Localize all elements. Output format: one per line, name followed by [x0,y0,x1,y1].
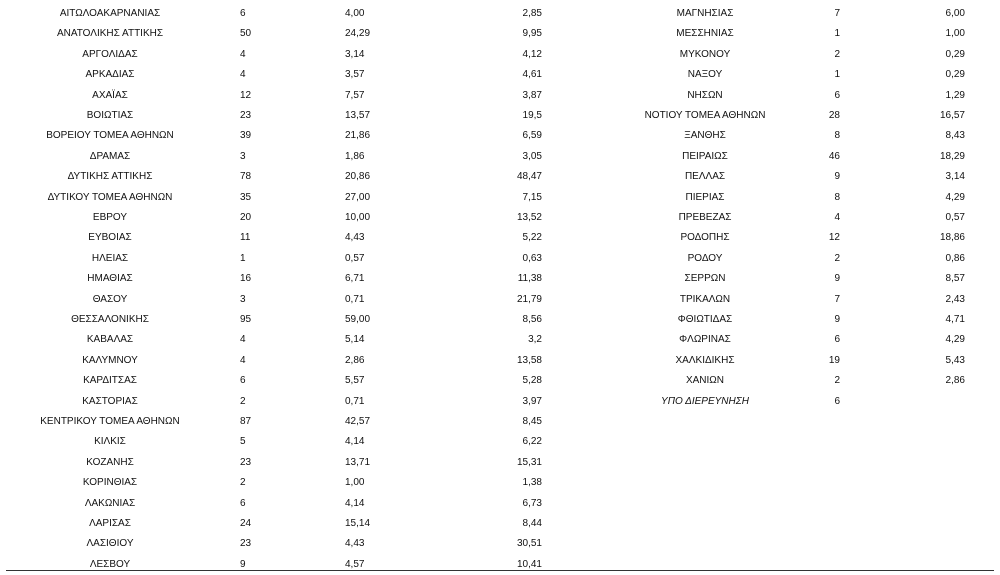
table-row [0,351,1000,371]
daily-average: 5,57 [345,375,365,387]
case-count: 7 [834,8,840,19]
region-name: ΒΟΡΕΙΟΥ ΤΟΜΕΑ ΑΘΗΝΩΝ [46,130,174,142]
incidence-value: 4,61 [522,69,542,81]
incidence-value: 6,59 [522,130,542,142]
region-name: ΒΟΙΩΤΙΑΣ [86,110,134,121]
region-name: ΛΕΣΒΟΥ [89,558,131,570]
case-count: 7 [834,293,840,305]
table-row [0,494,1000,514]
daily-average: 6,00 [945,8,965,19]
table-row [0,473,1000,493]
case-count: 3 [240,150,246,162]
region-name: ΦΛΩΡΙΝΑΣ [679,334,731,346]
case-count: 9 [240,558,246,570]
case-count: 11 [240,232,251,244]
daily-average: 1,00 [345,477,365,489]
case-count: 6 [834,334,840,346]
region-name: ΔΥΤΙΚΟΥ ΤΟΜΕΑ ΑΘΗΝΩΝ [47,191,173,203]
region-name: ΑΡΚΑΔΙΑΣ [85,69,135,81]
daily-average: 8,57 [945,273,965,285]
region-name: ΛΑΡΙΣΑΣ [89,518,131,529]
daily-average: 7,57 [345,89,365,101]
case-count: 6 [834,89,840,101]
incidence-value: 10,41 [516,558,542,570]
daily-average: 59,00 [345,314,371,325]
region-name: ΔΥΤΙΚΗΣ ΑΤΤΙΚΗΣ [67,171,153,183]
daily-average: 4,14 [345,497,365,509]
daily-average: 10,00 [345,212,371,223]
daily-average: 4,14 [345,436,365,448]
case-count: 5 [240,436,246,448]
daily-average: 0,86 [945,252,965,264]
table-row [0,514,1000,534]
incidence-value: 0,63 [522,252,542,264]
daily-average: 24,29 [345,28,371,40]
incidence-value: 48,47 [516,171,542,183]
region-name: ΚΑΛΥΜΝΟΥ [82,354,138,366]
table-row [0,147,1000,167]
table-row [0,432,1000,452]
region-name: ΡΟΔΟΥ [687,252,723,264]
incidence-value: 21,79 [516,293,542,305]
case-count: 1 [240,252,246,264]
table-row [0,86,1000,106]
table-row [0,534,1000,554]
table-row [0,126,1000,146]
daily-average: 4,43 [345,232,365,244]
region-name: ΧΑΝΙΩΝ [685,375,725,387]
case-count: 24 [240,518,252,529]
daily-average: 8,43 [945,130,965,142]
incidence-value: 5,28 [522,375,542,387]
incidence-value: 11,38 [517,273,542,285]
table-row [0,371,1000,391]
region-name: ΡΟΔΟΠΗΣ [680,232,730,244]
case-count: 4 [240,354,246,366]
case-count: 39 [240,130,252,142]
region-name: ΠΕΛΛΑΣ [684,171,726,183]
region-name: ΚΑΒΑΛΑΣ [86,334,134,346]
daily-average: 0,57 [945,212,965,223]
incidence-value: 30,51 [516,538,542,550]
case-count: 23 [240,456,252,468]
table-row [0,24,1000,44]
table-row [0,269,1000,289]
case-count: 78 [240,171,252,183]
case-count: 23 [240,110,252,121]
case-count: 2 [834,48,840,60]
daily-average: 6,71 [345,273,365,285]
daily-average: 2,43 [945,293,965,305]
incidence-value: 3,2 [528,334,542,346]
table-row [0,412,1000,432]
region-name: ΘΕΣΣΑΛΟΝΙΚΗΣ [71,314,149,325]
case-count: 2 [834,252,840,264]
region-name: ΤΡΙΚΑΛΩΝ [679,293,731,305]
page-bottom-rule [6,570,994,571]
case-count: 46 [828,150,840,162]
incidence-value: 8,45 [522,416,542,427]
case-count: 12 [828,232,840,244]
daily-average: 5,43 [945,354,965,366]
daily-average: 0,57 [345,252,365,264]
incidence-value: 5,22 [522,232,542,244]
incidence-value: 3,97 [522,395,542,407]
region-name: ΑΡΓΟΛΙΔΑΣ [82,48,138,60]
region-name: ΘΑΣΟΥ [92,293,128,305]
incidence-value: 6,73 [522,497,542,509]
table-row [0,249,1000,269]
table-row [0,4,1000,24]
table-row [0,453,1000,473]
incidence-value: 2,85 [522,8,542,19]
case-count: 4 [240,334,246,346]
daily-average: 3,14 [945,171,965,183]
incidence-value: 3,87 [522,89,542,101]
region-name: ΜΥΚΟΝΟΥ [679,48,731,60]
case-count: 19 [828,354,840,366]
daily-average: 0,29 [945,48,965,60]
table-row [0,392,1000,412]
table-row [0,167,1000,187]
table-row [0,208,1000,228]
daily-average: 2,86 [345,354,365,366]
case-count: 23 [240,538,252,550]
region-name: ΠΡΕΒΕΖΑΣ [678,212,732,223]
table-row [0,188,1000,208]
region-name: ΛΑΚΩΝΙΑΣ [84,497,136,509]
incidence-value: 9,95 [522,28,542,40]
case-count: 6 [834,395,840,407]
daily-average: 0,71 [345,293,365,305]
region-name: ΣΕΡΡΩΝ [684,273,726,285]
daily-average: 4,29 [945,334,965,346]
case-count: 12 [240,89,252,101]
incidence-value: 13,52 [516,212,542,223]
region-name: ΞΑΝΘΗΣ [684,130,726,142]
region-name: ΗΜΑΘΙΑΣ [87,273,133,285]
daily-average: 13,71 [345,456,371,468]
case-count: 6 [240,497,246,509]
region-name: ΠΕΙΡΑΙΩΣ [682,150,728,162]
region-name: ΛΑΣΙΘΙΟΥ [86,538,134,550]
region-name: ΜΕΣΣΗΝΙΑΣ [676,28,734,40]
region-name: ΚΙΛΚΙΣ [94,436,126,448]
case-count: 95 [240,314,252,325]
daily-average: 27,00 [345,191,371,203]
case-count: 50 [240,28,252,40]
case-count: 9 [834,273,840,285]
daily-average: 0,29 [945,69,965,81]
region-name: ΚΟΡΙΝΘΙΑΣ [82,477,138,489]
incidence-value: 3,05 [522,150,542,162]
incidence-value: 15,31 [516,456,542,468]
table-row [0,106,1000,126]
case-count: 4 [240,48,246,60]
daily-average: 1,29 [945,89,965,101]
incidence-value: 4,12 [522,48,542,60]
case-count: 4 [240,69,246,81]
region-name: ΔΡΑΜΑΣ [89,150,131,162]
case-count: 3 [240,293,246,305]
region-name: ΚΑΣΤΟΡΙΑΣ [82,395,138,407]
region-name: ΚΑΡΔΙΤΣΑΣ [83,375,137,387]
table-row [0,45,1000,65]
daily-average: 5,14 [345,334,365,346]
case-count: 8 [834,191,840,203]
table-row [0,65,1000,85]
region-name: ΗΛΕΙΑΣ [91,252,129,264]
case-count: 16 [240,273,252,285]
daily-average: 1,00 [945,28,965,40]
daily-average: 42,57 [345,416,371,427]
incidence-value: 7,15 [522,191,542,203]
daily-average: 3,14 [345,48,365,60]
region-name: ΝΟΤΙΟΥ ΤΟΜΕΑ ΑΘΗΝΩΝ [644,110,766,121]
daily-average: 18,29 [939,150,965,162]
table-row [0,555,1000,575]
case-count: 6 [240,8,246,19]
case-count: 2 [240,395,246,407]
table-row [0,310,1000,330]
incidence-value: 8,56 [522,314,542,325]
daily-average: 4,00 [345,8,365,19]
daily-average: 4,57 [345,558,365,570]
daily-average: 4,29 [945,191,965,203]
case-count: 2 [834,375,840,387]
case-count: 9 [834,171,840,183]
daily-average: 20,86 [345,171,371,183]
case-count: 1 [834,28,840,40]
case-count: 2 [240,477,246,489]
case-count: 8 [834,130,840,142]
daily-average: 4,71 [945,314,965,325]
table-row [0,228,1000,248]
incidence-value: 6,22 [522,436,542,448]
region-name: ΠΙΕΡΙΑΣ [685,191,725,203]
daily-average: 2,86 [945,375,965,387]
case-count: 1 [834,69,840,81]
daily-average: 4,43 [345,538,365,550]
case-count: 9 [834,314,840,325]
region-name: ΑΙΤΩΛΟΑΚΑΡΝΑΝΙΑΣ [59,8,161,19]
region-name: ΥΠΟ ΔΙΕΡΕΥΝΗΣΗ [661,395,749,407]
region-name: ΕΒΡΟΥ [92,212,128,223]
daily-average: 1,86 [345,150,365,162]
case-count: 35 [240,191,252,203]
incidence-value: 13,58 [516,354,542,366]
region-name: ΝΗΣΩΝ [687,89,723,101]
region-name: ΝΑΞΟΥ [687,69,723,81]
case-count: 4 [834,212,840,223]
daily-average: 21,86 [345,130,371,142]
daily-average: 0,71 [345,395,365,407]
daily-average: 16,57 [939,110,965,121]
case-count: 6 [240,375,246,387]
daily-average: 15,14 [345,518,371,529]
region-name: ΕΥΒΟΙΑΣ [88,232,132,244]
incidence-value: 19,5 [522,110,542,121]
region-name: ΚΕΝΤΡΙΚΟΥ ΤΟΜΕΑ ΑΘΗΝΩΝ [40,416,180,427]
region-name: ΧΑΛΚΙΔΙΚΗΣ [675,354,735,366]
region-name: ΜΑΓΝΗΣΙΑΣ [676,8,734,19]
incidence-value: 1,38 [522,477,542,489]
case-count: 87 [240,416,252,427]
region-name: ΑΧΑΪΑΣ [92,89,128,101]
case-count: 28 [828,110,840,121]
table-row [0,290,1000,310]
daily-average: 18,86 [939,232,965,244]
incidence-value: 8,44 [522,518,542,529]
daily-average: 13,57 [345,110,371,121]
table-row [0,330,1000,350]
case-count: 20 [240,212,252,223]
region-name: ΑΝΑΤΟΛΙΚΗΣ ΑΤΤΙΚΗΣ [56,28,164,40]
region-name: ΚΟΖΑΝΗΣ [86,456,134,468]
region-name: ΦΘΙΩΤΙΔΑΣ [677,314,733,325]
daily-average: 3,57 [345,69,365,81]
